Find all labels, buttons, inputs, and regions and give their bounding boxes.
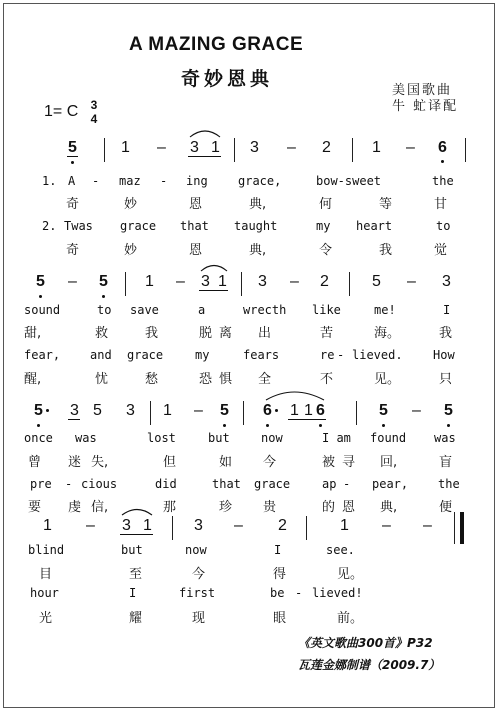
lyric-verse1: grace,: [238, 174, 282, 188]
lyric-verse2: How: [433, 348, 455, 362]
lyric-verse1: now: [261, 431, 283, 445]
note: 6: [438, 139, 447, 156]
note: 1: [143, 517, 152, 534]
note: 3: [258, 273, 267, 290]
lyric-verse2: lieved.: [352, 348, 403, 362]
dash: –: [176, 273, 185, 290]
lyric-verse2: hour: [30, 586, 59, 600]
lyric-verse1: found: [370, 431, 407, 445]
lyric-chinese1: 离: [219, 326, 233, 341]
note: 1: [121, 139, 130, 156]
lyric-chinese2: 前。: [337, 611, 364, 626]
lyric-verse1: A: [68, 174, 76, 188]
lyric-verse2: pre: [30, 477, 52, 491]
lyric-verse2: first: [179, 586, 216, 600]
lyric-verse2: grace: [127, 348, 164, 362]
lyric-chinese1: 等: [379, 197, 393, 212]
lyric-verse1: but: [208, 431, 230, 445]
lyric-verse2: to: [436, 219, 451, 233]
lyric-chinese2: 贵: [263, 500, 277, 515]
lyric-verse2: Twas: [64, 219, 93, 233]
lyric-verse1: ing: [186, 174, 208, 188]
lyric-verse1: sound: [24, 303, 61, 317]
lyric-verse1: bow-sweet: [316, 174, 382, 188]
dash: –: [407, 273, 416, 290]
lyric-verse2: and: [90, 348, 112, 362]
slur: [201, 266, 227, 272]
note: 3: [122, 517, 131, 534]
dash: –: [234, 517, 243, 534]
lyric-chinese1: 今: [192, 567, 206, 582]
lyric-chinese1: 今: [263, 455, 277, 470]
lyric-verse1: once: [24, 431, 53, 445]
lyric-verse1: see.: [326, 543, 355, 557]
lyric-verse1: -: [92, 174, 100, 188]
lyric-verse1: the: [432, 174, 454, 188]
lyric-verse2: cious: [81, 477, 118, 491]
lyric-chinese1: 盲: [439, 455, 453, 470]
key-signature: 1= C: [44, 103, 79, 120]
note: 5: [444, 402, 453, 419]
song-title: A MAZING GRACE: [129, 34, 304, 55]
lyric-chinese1: 救: [95, 326, 109, 341]
note: 1: [218, 273, 227, 290]
lyric-chinese1: 至: [129, 567, 143, 582]
note: 5: [93, 402, 102, 419]
lyric-chinese1: 如: [219, 455, 233, 470]
lyric-verse2: pear,: [372, 477, 409, 491]
lyric-chinese2: 愁: [145, 372, 159, 387]
note: 5: [379, 402, 388, 419]
lyric-chinese1: 典,: [249, 197, 267, 212]
lyric-verse2: heart: [356, 219, 393, 233]
lyric-chinese1: 回,: [380, 455, 398, 470]
lyric-verse1: but: [121, 543, 143, 557]
lyric-chinese2: 见。: [374, 372, 401, 387]
lyric-verse2: my: [195, 348, 210, 362]
note: 5: [99, 273, 108, 290]
dash: –: [290, 273, 299, 290]
lyric-chinese1: 迷: [68, 455, 82, 470]
lyric-verse1: me!: [374, 303, 396, 317]
lyric-chinese1: 海。: [374, 326, 401, 341]
dash: –: [423, 517, 432, 534]
lyric-chinese1: 失,: [91, 455, 109, 470]
source-reference: 《英文歌曲300首》P32: [298, 636, 433, 650]
lyric-chinese2: 便: [439, 500, 453, 515]
lyric-verse2: did: [155, 477, 177, 491]
lyric-verse1: to: [97, 303, 112, 317]
note: 3: [442, 273, 451, 290]
lyric-chinese2: 醒,: [24, 372, 42, 387]
lyric-chinese2: 信,: [91, 500, 109, 515]
lyric-verse2: grace: [254, 477, 291, 491]
dash: –: [68, 273, 77, 290]
lyric-chinese1: 妙: [124, 197, 138, 212]
note: 5: [220, 402, 229, 419]
lyric-verse1: lost: [147, 431, 176, 445]
lyric-verse1: I: [274, 543, 282, 557]
lyric-verse2: I: [129, 586, 137, 600]
lyric-verse2: 2.: [42, 219, 57, 233]
lyric-chinese2: 只: [439, 372, 453, 387]
slur: [190, 131, 220, 137]
lyric-chinese1: 但: [163, 455, 177, 470]
time-signature-top: 3: [90, 98, 98, 112]
lyric-verse2: -: [295, 586, 303, 600]
lyric-verse1: I am: [322, 431, 351, 445]
lyric-chinese2: 忧: [95, 372, 109, 387]
lyric-chinese2: 不: [320, 372, 334, 387]
lyric-chinese1: 奇: [66, 197, 80, 212]
lyric-chinese1: 我: [145, 326, 159, 341]
lyric-verse1: now: [185, 543, 207, 557]
lyric-verse1: maz: [119, 174, 141, 188]
lyric-chinese1: 曾: [28, 455, 42, 470]
lyric-verse2: the: [438, 477, 460, 491]
note: 2: [320, 273, 329, 290]
lyric-chinese1: 得: [273, 567, 287, 582]
lyric-verse1: blind: [28, 543, 65, 557]
lyric-verse1: -: [160, 174, 168, 188]
lyric-chinese2: 要: [28, 500, 42, 515]
time-signature-bottom: 4: [90, 112, 98, 126]
lyric-verse1: a: [198, 303, 206, 317]
note: 3: [70, 402, 79, 419]
lyric-chinese2: 那: [163, 500, 177, 515]
lyric-chinese2: 令: [319, 243, 333, 258]
dash: –: [157, 139, 166, 156]
lyric-verse2: be: [270, 586, 285, 600]
lyric-chinese1: 目: [39, 567, 53, 582]
note: 3: [194, 517, 203, 534]
lyric-verse2: lieved!: [312, 586, 363, 600]
note: 1: [372, 139, 381, 156]
lyric-chinese2: 觉: [434, 243, 448, 258]
note: 1: [211, 139, 220, 156]
song-title-chinese: 奇妙恩典: [181, 68, 274, 90]
dash: –: [86, 517, 95, 534]
note: 3: [190, 139, 199, 156]
lyric-verse2: -: [343, 477, 351, 491]
note: 5: [34, 402, 43, 419]
lyric-chinese2: 光: [39, 611, 53, 626]
note: 5: [36, 273, 45, 290]
lyric-chinese2: 恩: [189, 243, 203, 258]
lyric-chinese1: 苦: [320, 326, 334, 341]
dash: –: [382, 517, 391, 534]
dash: –: [412, 402, 421, 419]
lyric-chinese1: 脱: [199, 326, 213, 341]
note: 1: [145, 273, 154, 290]
lyric-chinese2: 典,: [249, 243, 267, 258]
dash: –: [406, 139, 415, 156]
lyric-chinese2: 奇: [66, 243, 80, 258]
lyric-chinese1: 何: [319, 197, 333, 212]
note: 1: [163, 402, 172, 419]
dash: –: [194, 402, 203, 419]
lyric-chinese2: 恩: [342, 500, 356, 515]
lyric-verse1: 1.: [42, 174, 57, 188]
note: 1: [304, 402, 313, 419]
note: 3: [201, 273, 210, 290]
lyric-chinese1: 出: [258, 326, 272, 341]
lyric-chinese1: 恩: [189, 197, 203, 212]
lyric-chinese2: 珍: [219, 500, 233, 515]
note: 1: [290, 402, 299, 419]
lyric-verse2: fears: [243, 348, 280, 362]
lyric-chinese2: 的: [322, 500, 336, 515]
note: 1: [43, 517, 52, 534]
lyric-verse2: that: [212, 477, 241, 491]
lyric-verse2: ap: [322, 477, 337, 491]
lyric-chinese2: 典,: [380, 500, 398, 515]
lyric-chinese1: 甜,: [24, 326, 42, 341]
lyric-verse1: wrecth: [243, 303, 287, 317]
lyric-verse2: re: [320, 348, 335, 362]
lyric-verse2: -: [337, 348, 345, 362]
lyric-chinese1: 我: [439, 326, 453, 341]
note: 1: [340, 517, 349, 534]
lyric-verse2: fear,: [24, 348, 61, 362]
note: 2: [278, 517, 287, 534]
lyric-chinese1: 甘: [434, 197, 448, 212]
lyric-verse1: save: [130, 303, 159, 317]
lyric-verse2: taught: [234, 219, 278, 233]
transcriber-credit: 瓦莲金娜制谱（2009.7）: [298, 658, 441, 672]
lyric-chinese2: 现: [192, 611, 206, 626]
lyric-verse1: like: [312, 303, 341, 317]
lyric-verse2: that: [180, 219, 209, 233]
note: 5: [68, 139, 77, 156]
note: 3: [250, 139, 259, 156]
lyric-chinese2: 妙: [124, 243, 138, 258]
lyric-verse2: grace: [120, 219, 157, 233]
lyric-chinese2: 惧: [219, 372, 233, 387]
slur: [266, 392, 324, 400]
note: 2: [322, 139, 331, 156]
lyric-verse1: I: [443, 303, 451, 317]
lyric-chinese2: 全: [258, 372, 272, 387]
lyric-chinese2: 我: [379, 243, 393, 258]
lyric-chinese1: 被: [322, 455, 336, 470]
note: 6: [316, 402, 325, 419]
lyric-verse1: was: [75, 431, 97, 445]
lyric-chinese2: 耀: [129, 611, 143, 626]
lyric-verse2: my: [316, 219, 331, 233]
credit-song-origin: 美国歌曲: [392, 83, 453, 98]
lyric-chinese1: 寻: [342, 455, 356, 470]
note: 3: [126, 402, 135, 419]
lyric-chinese2: 恐: [199, 372, 213, 387]
lyric-verse2: -: [65, 477, 73, 491]
note: 5: [372, 273, 381, 290]
lyric-chinese2: 虔: [68, 500, 82, 515]
lyric-verse1: was: [434, 431, 456, 445]
note: 6: [263, 402, 272, 419]
slur: [122, 510, 152, 516]
credit-arranger: 牛 虻译配: [392, 99, 459, 114]
dash: –: [287, 139, 296, 156]
lyric-chinese2: 眼: [273, 611, 287, 626]
lyric-chinese1: 见。: [337, 567, 364, 582]
